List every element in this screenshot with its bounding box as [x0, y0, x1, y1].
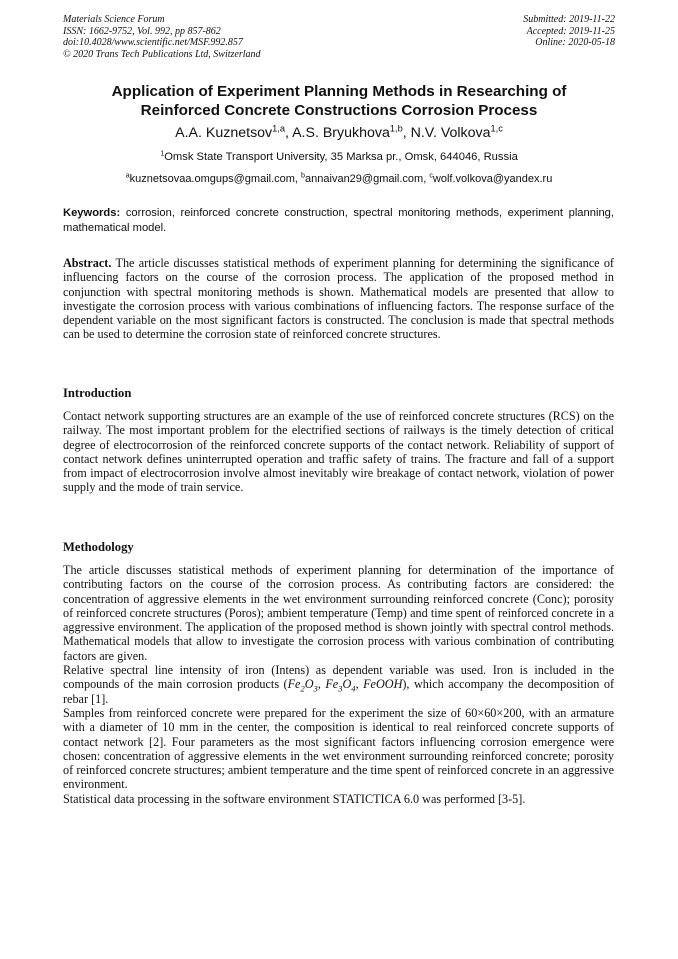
journal-issn: ISSN: 1662-9752, Vol. 992, pp 857-862: [63, 25, 221, 37]
email-list: $^a$kuznetsovaa.omgups@gmail.com, $^b$annaivan29@gmail.com, $^c$wolf.volkova@yandex.ru: [125, 171, 553, 185]
journal-name: Materials Science Forum: [63, 14, 165, 25]
email-link[interactable]: annaivan29@gmail.com: [305, 173, 424, 185]
email-sup: a: [125, 171, 130, 180]
introduction-text: Contact network supporting structures are an example of the use of reinforced concrete structures (RCS) on the railway. The most important problem for the electrified sections of railways is the timely detection of critical degree of electrocorrosion of the reinforced concrete supports of the contact network. Reliability of support of contact network defines uninterrupted operation and traffic safety of trains. The fracture and fall of a support from impact of electrocorrosion involve almost inevitably wire breakage of contact network, violation of power supply and the mode of train service.: [63, 409, 614, 495]
author-sup: 1,a: [272, 123, 285, 134]
email-sup: c: [429, 171, 433, 180]
paper-title: [63, 82, 615, 120]
submitted-date: Submitted: 2019-11-22: [523, 14, 615, 25]
chem-fe3o4: [325, 677, 356, 694]
chem-separator: ,: [355, 677, 364, 692]
copyright: © 2020 Trans Tech Publications Ltd, Switzerland: [63, 48, 261, 60]
email-link[interactable]: wolf.volkova@yandex.ru: [432, 173, 553, 185]
chem-part: O: [304, 677, 314, 692]
keywords: [63, 206, 614, 236]
affiliation-sup: 1: [160, 148, 165, 158]
keywords-text: corrosion, reinforced concrete construction, spectral monitoring methods, experiment planning, mathematical model.: [63, 207, 615, 234]
chem-sub: 4: [351, 683, 356, 694]
chem-separator: ,: [317, 677, 326, 692]
accepted-date: Accepted: 2019-11-25: [526, 25, 615, 37]
methodology-paragraph-2: [63, 663, 614, 706]
abstract-text: The article discusses statistical methods of experiment planning for determining the significance of influencing factors on the course of the corrosion process. The application of the proposed method in conjunction with spectral monitoring methods is shown. Mathematical models are presented that allow to investigate the corrosion process with various combinations of influencing factors. The response surface of the dependent variable on the most significant factors is constructed. The conclusion is made that spectral methods can be used to determine the corrosion state of reinforced concrete structures.: [63, 256, 614, 342]
chem-sub: 3: [313, 683, 318, 694]
email-sup: b: [301, 171, 306, 180]
methodology-heading: Methodology: [63, 540, 134, 554]
methodology-paragraph-4: Statistical data processing in the software environment STATICTICA 6.0 was performed [3-5].: [63, 791, 526, 806]
abstract-label: Abstract.: [63, 256, 112, 270]
journal-doi[interactable]: doi:10.4028/www.scientific.net/MSF.992.857: [63, 37, 243, 49]
author-sup: 1,b: [389, 123, 403, 134]
author-sup: 1,c: [490, 123, 503, 134]
affiliation-text: Omsk State Transport University, 35 Marksa pr., Omsk, 644046, Russia: [164, 151, 518, 163]
introduction-heading: Introduction: [63, 386, 132, 400]
title-line-2: Reinforced Concrete Constructions Corrosion Process: [140, 102, 538, 119]
author-name: A.A. Kuznetsov: [175, 125, 273, 141]
journal-info: [63, 14, 261, 60]
chem-feooh: FeOOH: [363, 677, 403, 692]
author-name: A.S. Bryukhova: [292, 125, 390, 141]
title-line-1: Application of Experiment Planning Methods in Researching of: [111, 83, 567, 100]
chem-sub: 2: [300, 683, 305, 694]
chem-fe2o3: [287, 677, 318, 694]
email-link[interactable]: kuznetsovaa.omgups@gmail.com: [129, 173, 295, 185]
methodology-section: [63, 563, 614, 806]
chem-sub: 3: [338, 683, 343, 694]
author-name: N.V. Volkova: [410, 125, 491, 141]
chem-part: Fe: [287, 677, 301, 692]
affiliation: [63, 150, 615, 164]
author-list: A.A. Kuznetsov$^{1,a}$, A.S. Bryukhova$^{1,b}$, N.V. Volkova$^{1,c}$: [175, 123, 503, 141]
chem-part: Fe: [325, 677, 339, 692]
p2-text-b: ), which accompany the decomposition of rebar [1].: [63, 677, 615, 706]
chem-part: O: [342, 677, 352, 692]
dates-info: [523, 14, 615, 49]
keywords-label: Keywords:: [63, 207, 121, 219]
methodology-paragraph-1: The article discusses statistical methods of experiment planning for determination of the importance of contributing factors on the course of the corrosion process. As contributing factors are considered: the concentration of aggressive elements in the wet environment surrounding reinforced concrete (Conc); porosity of reinforced concrete structures (Poros); ambient temperature (Temp) and time spent of reinforced concrete in a aggressive environment. The application of the proposed method is shown jointly with spectral control methods. Mathematical models that allow to investigate the corrosion process with various combination of contributing factors are given.: [63, 563, 614, 663]
methodology-paragraph-3: Samples from reinforced concrete were prepared for the experiment the size of 60×60×200, with an armature with a diameter of 10 mm in the center, the composition is identical to real reinforced concrete supports of contact network [2]. Four parameters as the most significant factors influencing corrosion emergence were chosen: concentration of aggressive elements in the wet environment surrounding reinforced concrete; porosity of reinforced concrete structures; ambient temperature and the time spent of reinforced concrete in an aggressive environment.: [63, 705, 614, 792]
abstract: [63, 256, 614, 342]
p2-text-a: Relative spectral line intensity of iron (Intens) as dependent variable was used. Iron is included in the compounds of the main corrosion products (: [63, 663, 614, 692]
online-date: Online: 2020-05-18: [535, 37, 615, 49]
